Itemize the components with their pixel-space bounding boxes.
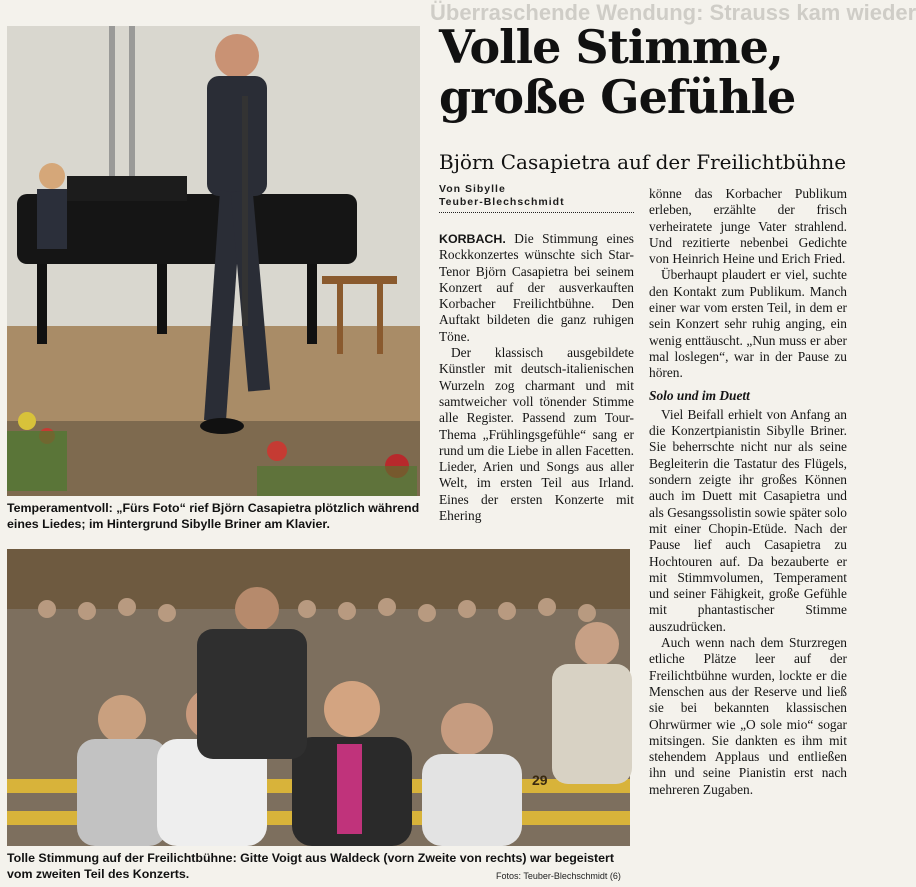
- paragraph: könne das Korbacher Publikum erleben, erzählte der frisch verheiratete junge Vater strahlend. Und rezitierte nebenbei Gedichte von Heinrich Heine und Erich Fried.: [649, 186, 847, 267]
- headline-line-1: Volle Stimme,: [439, 20, 783, 74]
- audience-photo: [7, 549, 630, 846]
- paragraph: Auch wenn nach dem Sturzregen etliche Plätze leer auf der Freilichtbühne wurden, lockte er die Menschen aus der Reserve und ließ sie bei bekannten klassischen Ohrwürmer wie „O sole mio“ sogar mitsingen. Sie dankten es ihm mit stehendem Applaus und entließen ihn und seine Pianistin erst nach mehreren Zugaben.: [649, 635, 847, 797]
- article-column-2: [649, 186, 847, 798]
- top-bleed-text: Überraschende Wendung: Strauss kam wieder: [430, 0, 916, 25]
- paragraph: [439, 231, 634, 345]
- singer-stage-illustration: [7, 26, 420, 496]
- paragraph: Der klassisch ausgebildete Künstler mit deutsch-italienischen Wurzeln zog charmant und mit samtweicher voll tönender Stimme alle Register. Passend zum Tour-Thema „Frühlingsgefühle“ sang er rund um die Liebe in allen Facetten. Lieder, Arien und Songs aus aller Welt, im ersten Teil aus Irland. Eines der ersten Konzerte mit Ehering: [439, 345, 634, 524]
- byline-line-1: Von Sibylle: [439, 183, 506, 195]
- singer-stage-photo: [7, 26, 420, 496]
- paragraph: Viel Beifall erhielt von Anfang an die Konzertpianistin Sibylle Briner. Sie beherrschte nicht nur als seine Begleiterin die Tastatur des Flügels, sondern zeigte ihr großes Können auch im Duett mit Casapietra und als Gesangssolistin sowie später solo mit einer Chopin-Etüde. Nach der Pause lief auch Casapietra zu Hochtouren auf. Da bezauberte er mit Stimmvolumen, Temperament und seiner Fähigkeit, große Gefühle mit phantastischer Stimme auszudrücken.: [649, 406, 847, 634]
- headline-line-2: große Gefühle: [439, 70, 796, 124]
- paragraph-text: Die Stimmung eines Rockkonzertes wünschte sich Star-Tenor Björn Casapietra bei seinem Konzert auf der ausverkauften Korbacher Freilichtbühne. Den Auftakt bildeten die ganz ruhigen Töne.: [439, 231, 634, 344]
- audience-illustration: [7, 549, 630, 846]
- photo-caption-2: Tolle Stimmung auf der Freilichtbühne: Gitte Voigt aus Waldeck (vorn Zweite von rechts) war begeistert vom zweiten Teil des Konzerts.: [7, 851, 615, 881]
- dateline: KORBACH.: [439, 232, 506, 246]
- subheading: Solo und im Duett: [649, 387, 750, 403]
- article-subheadline: Björn Casapietra auf der Freilichtbühne: [439, 150, 847, 174]
- photo-caption-1: Temperamentvoll: „Fürs Foto“ rief Björn Casapietra plötzlich während eines Liedes; im Hintergrund Sibylle Briner am Klavier.: [7, 501, 420, 531]
- bench-number: 29: [532, 772, 548, 788]
- byline: [439, 183, 634, 213]
- photo-credit: Fotos: Teuber-Blechschmidt (6): [496, 871, 621, 881]
- paragraph: Überhaupt plaudert er viel, suchte den Kontakt zum Publikum. Manch einer war vom ersten Teil, in dem er sein Konzert sehr ruhig anging, ein wenig enttäuscht. „Nun muss er aber mal loslegen“, war in der Pause zu hören.: [649, 267, 847, 381]
- article-headline: [439, 22, 849, 122]
- byline-line-2: Teuber-Blechschmidt: [439, 196, 565, 208]
- article-column-1: [439, 231, 634, 524]
